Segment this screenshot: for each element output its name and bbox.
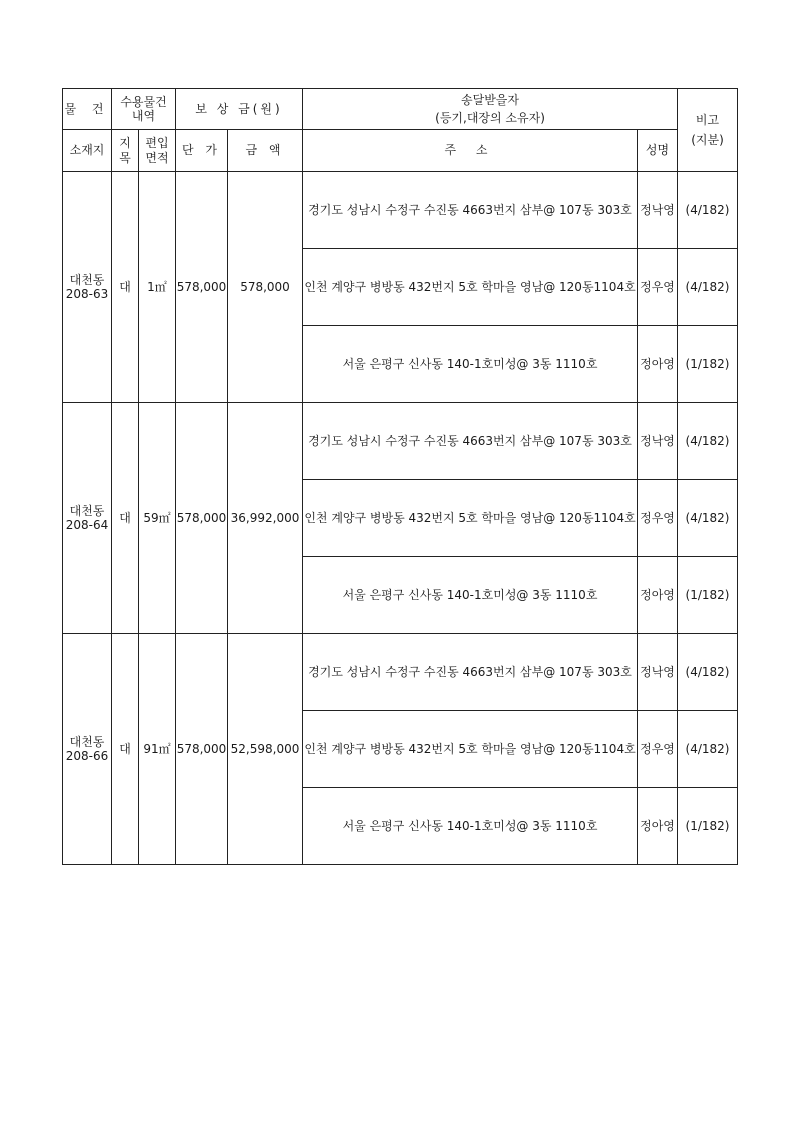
category-cell: 대 [112, 634, 139, 865]
header-property: 물 건 [63, 89, 112, 130]
name-cell: 정우영 [638, 480, 678, 557]
header-area-line2: 면적 [145, 150, 169, 165]
location-cell [63, 172, 112, 403]
location-name: 대천동 [69, 272, 105, 287]
header-unit-price: 단 가 [176, 130, 228, 172]
table-row [63, 634, 738, 711]
name-cell: 정우영 [638, 711, 678, 788]
amount-cell: 578,000 [228, 172, 303, 403]
location-lot: 208-63 [65, 287, 109, 301]
header-area [139, 130, 176, 172]
header-remarks-line2: (지분) [691, 133, 724, 147]
address-cell: 인천 계양구 병방동 432번지 5호 학마을 영남@ 120동1104호 [303, 711, 638, 788]
header-remarks [678, 89, 738, 172]
header-category-line2: 목 [119, 150, 131, 165]
name-cell: 정낙영 [638, 634, 678, 711]
header-location: 소재지 [63, 130, 112, 172]
address-cell: 인천 계양구 병방동 432번지 5호 학마을 영남@ 120동1104호 [303, 480, 638, 557]
address-cell: 서울 은평구 신사동 140-1호미성@ 3동 1110호 [303, 557, 638, 634]
share-cell: (4/182) [678, 249, 738, 326]
share-cell: (1/182) [678, 326, 738, 403]
amount-cell: 52,598,000 [228, 634, 303, 865]
header-row-1 [63, 89, 738, 130]
header-category [112, 130, 139, 172]
header-recipient-line1: 송달받을자 [461, 92, 519, 107]
unit-price-cell: 578,000 [176, 172, 228, 403]
share-cell: (4/182) [678, 172, 738, 249]
address-cell: 경기도 성남시 수정구 수진동 4663번지 삼부@ 107동 303호 [303, 634, 638, 711]
address-cell: 서울 은평구 신사동 140-1호미성@ 3동 1110호 [303, 326, 638, 403]
name-cell: 정아영 [638, 326, 678, 403]
header-compensation: 보 상 금(원) [176, 89, 303, 130]
header-amount: 금 액 [228, 130, 303, 172]
name-cell: 정낙영 [638, 172, 678, 249]
unit-price-cell: 578,000 [176, 403, 228, 634]
area-cell: 1㎡ [139, 172, 176, 403]
area-cell: 91㎡ [139, 634, 176, 865]
share-cell: (1/182) [678, 788, 738, 865]
category-cell: 대 [112, 172, 139, 403]
address-cell: 경기도 성남시 수정구 수진동 4663번지 삼부@ 107동 303호 [303, 403, 638, 480]
location-name: 대천동 [69, 734, 105, 749]
share-cell: (4/182) [678, 403, 738, 480]
address-cell: 인천 계양구 병방동 432번지 5호 학마을 영남@ 120동1104호 [303, 249, 638, 326]
table-row [63, 172, 738, 249]
name-cell: 정우영 [638, 249, 678, 326]
header-recipient-line2: (등기,대장의 소유자) [435, 111, 545, 125]
amount-cell: 36,992,000 [228, 403, 303, 634]
header-acquired-line1: 수용물건 [120, 94, 167, 109]
share-cell: (4/182) [678, 480, 738, 557]
header-area-line1: 편입 [145, 136, 169, 151]
unit-price-cell: 578,000 [176, 634, 228, 865]
header-acquired [112, 89, 176, 130]
location-lot: 208-66 [65, 749, 109, 763]
compensation-table [62, 88, 738, 865]
name-cell: 정아영 [638, 557, 678, 634]
share-cell: (4/182) [678, 711, 738, 788]
location-cell [63, 634, 112, 865]
header-recipient [303, 89, 678, 130]
header-address: 주 소 [303, 130, 638, 172]
share-cell: (1/182) [678, 557, 738, 634]
address-cell: 경기도 성남시 수정구 수진동 4663번지 삼부@ 107동 303호 [303, 172, 638, 249]
name-cell: 정아영 [638, 788, 678, 865]
header-category-line1: 지 [119, 136, 131, 151]
area-cell: 59㎡ [139, 403, 176, 634]
table-body [63, 89, 738, 865]
table-row [63, 403, 738, 480]
header-remarks-line1: 비고 [695, 112, 720, 127]
location-lot: 208-64 [65, 518, 109, 532]
name-cell: 정낙영 [638, 403, 678, 480]
location-name: 대천동 [69, 503, 105, 518]
header-row-2 [63, 130, 738, 172]
share-cell: (4/182) [678, 634, 738, 711]
location-cell [63, 403, 112, 634]
header-name: 성명 [638, 130, 678, 172]
header-acquired-line2: 내역 [131, 109, 156, 123]
address-cell: 서울 은평구 신사동 140-1호미성@ 3동 1110호 [303, 788, 638, 865]
category-cell: 대 [112, 403, 139, 634]
